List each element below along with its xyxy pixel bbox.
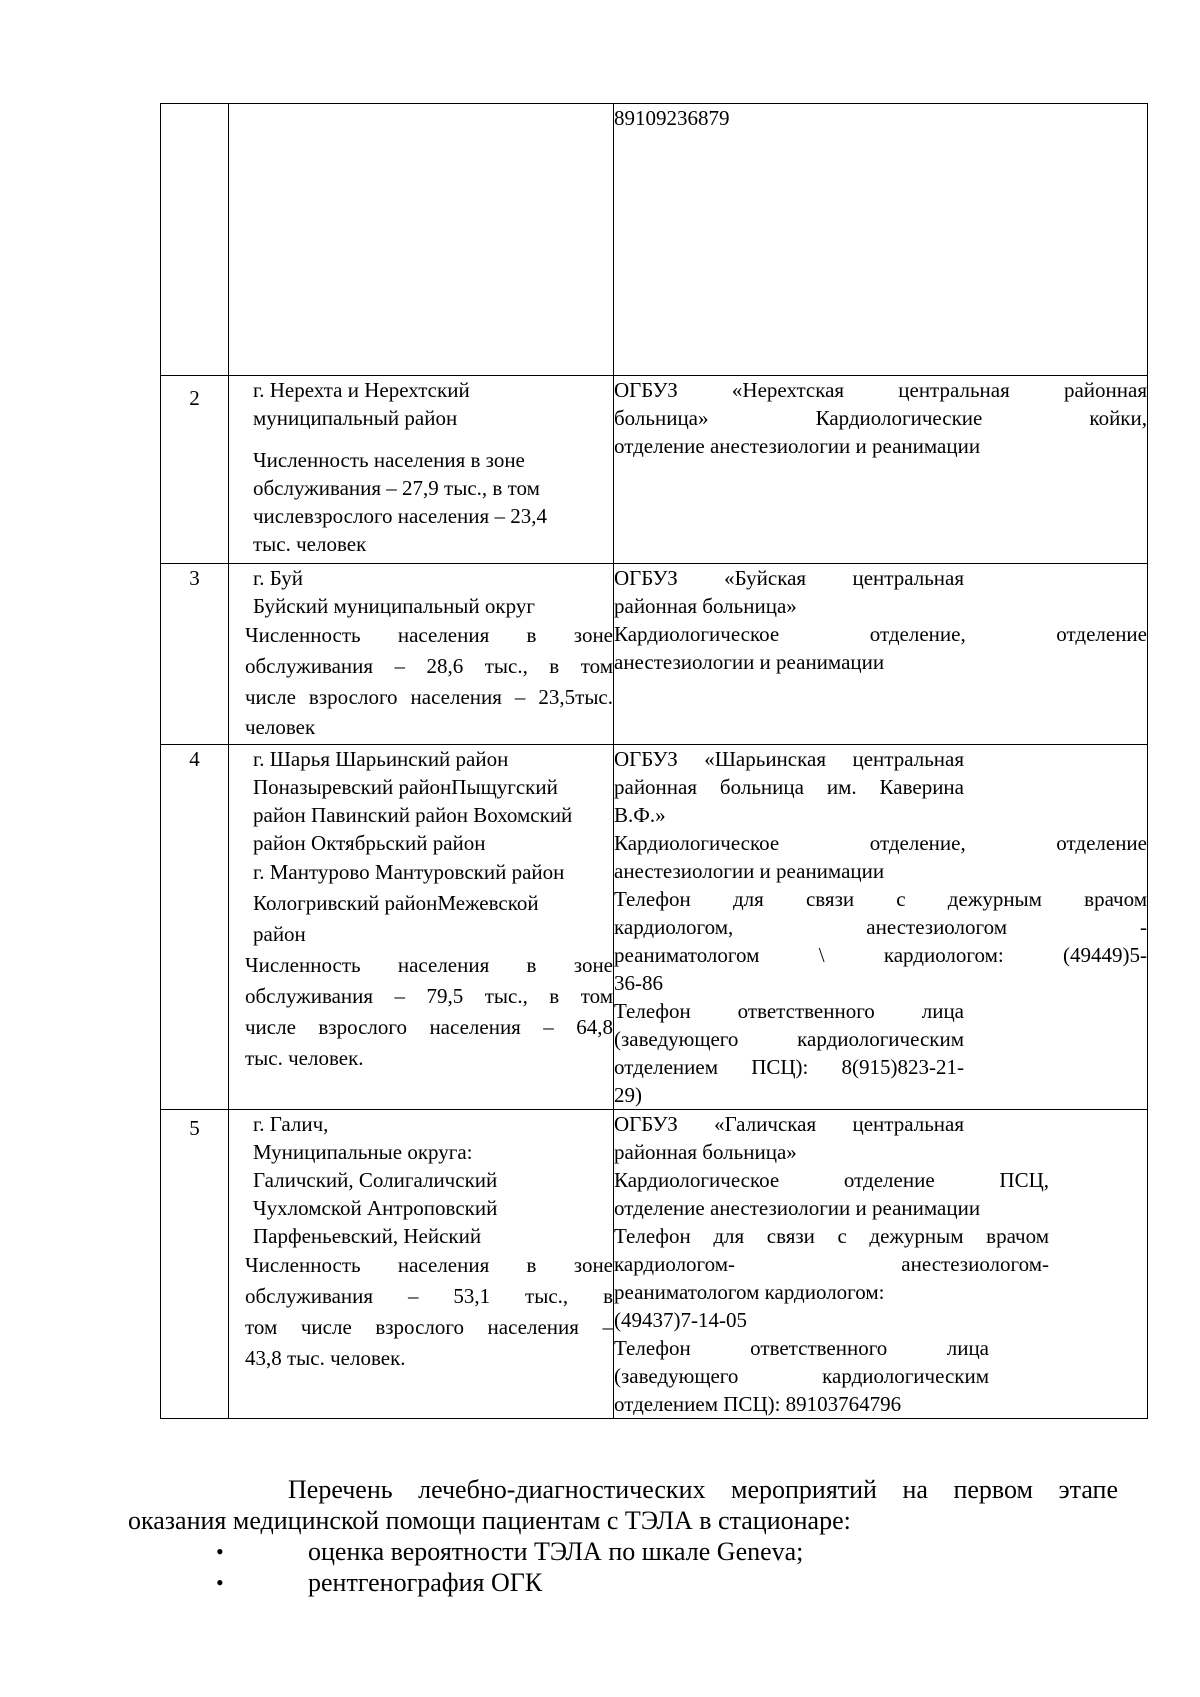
area-line: Численность населения в зоне	[253, 448, 525, 472]
area-line: г. Нерехта и Нерехтский	[253, 378, 470, 402]
area-line: Парфеньевский, Нейский	[253, 1224, 482, 1248]
area-line: Численность населения в зоне	[245, 953, 613, 977]
area-line: обслуживания – 28,6 тыс., в том	[245, 654, 613, 678]
area-cell	[229, 376, 614, 564]
area-cell	[229, 564, 614, 745]
measures-intro-line1: Перечень лечебно-диагностических мероприятий на первом этапе	[288, 1475, 1118, 1504]
hospital-line: ОГБУЗ «Шарьинская центральная	[614, 747, 964, 771]
area-line: Численность населения в зоне	[245, 1253, 613, 1277]
hospital-line: Кардиологическое отделение, отделение	[614, 622, 1147, 646]
area-line: г. Галич,	[253, 1112, 329, 1136]
row-number-cell: 4	[161, 745, 229, 1110]
hospital-line: (заведующего кардиологическим	[614, 1364, 989, 1388]
hospital-line: Телефон ответственного лица	[614, 999, 964, 1023]
hospital-line: кардиологом- анестезиологом-	[614, 1252, 1049, 1276]
area-line: район	[253, 922, 306, 946]
area-line: числе взрослого населения – 23,5тыс.	[245, 685, 613, 709]
area-line: район Павинский район Вохомский	[253, 803, 573, 827]
hospital-line: ОГБУЗ «Галичская центральная	[614, 1112, 964, 1136]
list-item	[128, 1536, 1118, 1567]
area-line: том числе взрослого населения –	[245, 1315, 613, 1339]
hospital-line: Кардиологическое отделение ПСЦ,	[614, 1168, 1049, 1192]
area-line: 43,8 тыс. человек.	[245, 1346, 406, 1370]
hospital-cell	[614, 1110, 1148, 1419]
area-line: г. Шарья Шарьинский район	[253, 747, 509, 771]
table-row	[161, 376, 1148, 564]
hospital-line: ОГБУЗ «Буйская центральная	[614, 566, 964, 590]
hospital-line: отделение анестезиологии и реанимации	[614, 1196, 981, 1220]
hospital-line: (заведующего кардиологическим	[614, 1027, 964, 1051]
measures-intro-line2: оказания медицинской помощи пациентам с ТЭЛА в стационаре:	[128, 1506, 851, 1535]
area-line: обслуживания – 27,9 тыс., в том	[253, 476, 540, 500]
list-item	[128, 1567, 1118, 1598]
measures-section	[128, 1474, 1118, 1598]
bullet-icon: •	[216, 1539, 224, 1564]
hospital-line: 29)	[614, 1083, 642, 1107]
area-line: Муниципальные округа:	[253, 1140, 473, 1164]
hospital-line: Кардиологическое отделение, отделение	[614, 831, 1147, 855]
area-line: числевзрослого населения – 23,4	[253, 504, 547, 528]
area-cell	[229, 745, 614, 1110]
list-item-text: оценка вероятности ТЭЛА по шкале Geneva;	[308, 1537, 804, 1566]
area-line: Буйский муниципальный округ	[253, 594, 535, 618]
hospital-line: кардиологом, анестезиологом -	[614, 915, 1147, 939]
hospital-line: 89109236879	[614, 106, 730, 130]
hospital-line: отделением ПСЦ): 89103764796	[614, 1392, 902, 1416]
area-line: Численность населения в зоне	[245, 623, 613, 647]
hospital-line: Телефон ответственного лица	[614, 1336, 989, 1360]
area-line: обслуживания – 53,1 тыс., в	[245, 1284, 613, 1308]
measures-list	[128, 1536, 1118, 1598]
area-line: тыс. человек.	[245, 1046, 364, 1070]
hospital-line: анестезиологии и реанимации	[614, 650, 885, 674]
hospital-line: районная больница им. Каверина	[614, 775, 964, 799]
area-line: Чухломской Антроповский	[253, 1196, 498, 1220]
area-cell	[229, 1110, 614, 1419]
hospital-cell	[614, 745, 1148, 1110]
hospital-line: 36-86	[614, 971, 663, 995]
area-line: район Октябрьский район	[253, 831, 486, 855]
table-row	[161, 564, 1148, 745]
hospital-line: отделением ПСЦ): 8(915)823-21-	[614, 1055, 964, 1079]
hospital-line: районная больница»	[614, 594, 797, 618]
area-line: муниципальный район	[253, 406, 458, 430]
area-line: Поназыревский районПыщугский	[253, 775, 558, 799]
table-row	[161, 745, 1148, 1110]
hospital-line: Телефон для связи с дежурным врачом	[614, 1224, 1049, 1248]
hospital-line: ОГБУЗ «Нерехтская центральная районная	[614, 378, 1147, 402]
list-item-text: рентгенография ОГК	[308, 1568, 543, 1597]
area-line: обслуживания – 79,5 тыс., в том	[245, 984, 613, 1008]
hospital-line: Телефон для связи с дежурным врачом	[614, 887, 1147, 911]
area-line: Галичский, Солигаличский	[253, 1168, 498, 1192]
hospital-line: районная больница»	[614, 1140, 797, 1164]
area-line: числе взрослого населения – 64,8	[245, 1015, 613, 1039]
area-line: человек	[245, 715, 316, 739]
hospital-cell	[614, 376, 1148, 564]
hospital-line: анестезиологии и реанимации	[614, 859, 885, 883]
hospital-line: отделение анестезиологии и реанимации	[614, 434, 981, 458]
hospital-line: В.Ф.»	[614, 803, 666, 827]
bullet-icon: •	[216, 1570, 224, 1595]
row-number-cell: 2	[161, 376, 229, 564]
area-line: Кологривский районМежевской	[253, 891, 539, 915]
area-line: тыс. человек	[253, 532, 367, 556]
hospital-cell	[614, 104, 1148, 376]
row-number-cell: 5	[161, 1110, 229, 1419]
hospital-table	[160, 103, 1148, 1419]
row-number-cell: 3	[161, 564, 229, 745]
area-line: г. Буй	[253, 566, 304, 590]
table-row	[161, 1110, 1148, 1419]
hospital-cell	[614, 564, 1148, 745]
measures-intro	[128, 1474, 1118, 1505]
hospital-line: больница» Кардиологические койки,	[614, 406, 1147, 430]
area-cell	[229, 104, 614, 376]
table-row	[161, 104, 1148, 376]
hospital-line: (49437)7-14-05	[614, 1308, 747, 1332]
area-line: г. Мантурово Мантуровский район	[253, 860, 565, 884]
row-number-cell	[161, 104, 229, 376]
hospital-line: реаниматологом \ кардиологом: (49449)5-	[614, 943, 1147, 967]
hospital-line: реаниматологом кардиологом:	[614, 1280, 885, 1304]
